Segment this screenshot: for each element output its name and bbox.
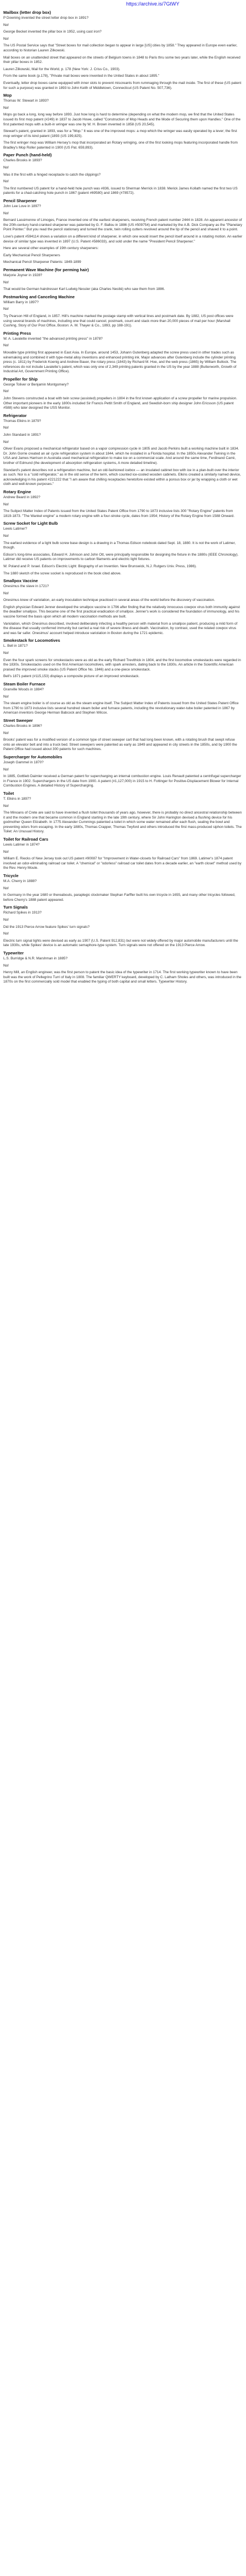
section-heading: Refrigerator	[3, 413, 27, 418]
paragraph: John Standard in 1891?	[3, 433, 41, 437]
section-heading: Paper Punch (hand-held)	[3, 152, 52, 158]
claim-text: Charles Brooks in 1896?	[3, 724, 42, 728]
paragraph: From the same book (p.178), "Private mail boxes were invented in the United States in about 1895."	[3, 74, 160, 78]
paragraph: Edison's long-time associates, Edward H. Johnson and John Ott, were principally responsible for designing the fixture in the 1880s (IEEE Chronology). Latimer did receive US patents on improvements to carbon filaments and electric light fixtures.	[3, 552, 239, 562]
claim-text: P Downing invented the street letter drop box in 1891?	[3, 16, 89, 20]
paragraph: In 1885, Gottlieb Daimler received a German patent for supercharging an internal combustion engine. Louis Renault patented a centrifugal supercharger in France in 1902. Superchargers in the US date from 1900. A patent (#1,127,000) in 1915 to H. Fottinger for Positive-Displacement Blower for Internal Combustion Engines. A detailed History of Supercharging.	[3, 774, 242, 788]
section-heading: Tricycle	[3, 873, 19, 879]
claim-text: Joseph Gammel in 1870?	[3, 760, 44, 764]
archive-url-link[interactable]: https://archive.is/7GtWY	[126, 1, 180, 7]
paragraph: Try Pearson Hill of England, in 1857. Hill's machine marked the postage stamp with vertical lines and postmark date. By 1882, US post offices were using several brands of machines, including one that could cancel, postmark, count and stack more than 20,000 pieces of mail per hour (Marshall Cushing, Story of Our Post Office, Boston: A. M. Thayer & Co., 1893, pp 188-191).	[3, 314, 234, 328]
section	[3, 10, 243, 91]
page	[0, 0, 246, 987]
paragraph: No!	[3, 694, 9, 699]
section	[3, 638, 243, 679]
claim-text: William Barry in 1897?	[3, 300, 39, 304]
paragraph: No!	[3, 804, 9, 808]
section-heading: Permanent Wave Machine (for perming hair)	[3, 267, 89, 272]
paragraph: Movable type printing first appeared in East Asia. In Europe, around 1453, Johann Gutenberg adapted the screw press used in other trades such as winemaking and combined it with type-metal alloy inventions and enhanced printing ink. Major advances after Gutenberg include the cylinder printing press (c. 1811) by Frederick Koenig and Andrew Bauer, the rotary press (1843) by Richard M. Hoe, and the web press (1865) by William Bullock. The references do not include Lavalette's patent, which was only one of 2,349 printing patents granted in the US by the year 1888 (Butterworth, Growth of Industrial Art, Government Printing Office).	[3, 350, 237, 374]
claim-text: Marjorie Joyner in 1928?	[3, 273, 43, 277]
section	[3, 791, 243, 835]
section	[3, 152, 243, 196]
paragraph: Lauren Zilkowski, Mail for the World, p. 178 (New York: J. Criss Co., 1903).	[3, 67, 121, 71]
section-heading: Propeller for Ship	[3, 376, 38, 382]
section-heading: Steam Boiler Furnace	[3, 682, 45, 687]
paragraph: Onesimus knew of variolation, an early inoculation technique practiced in several areas of the world before the discovery of vaccination.	[3, 598, 215, 603]
section	[3, 521, 243, 576]
section	[3, 837, 243, 871]
claim-text: M.A. Cherry in 1888?	[3, 879, 37, 884]
paragraph: No!	[3, 502, 9, 506]
paragraph: No!	[3, 166, 9, 170]
section	[3, 951, 243, 985]
paragraph: No!	[3, 731, 9, 735]
claim-text: Charles Brooks in 1893?	[3, 159, 42, 163]
paragraph: No!	[3, 918, 9, 922]
paragraph: Mops go back a long, long way before 1893. Just how long is hard to determine (depending on what the modern mop, we find that the United States issued its first mop patent (#249) in 1837 to Jacob Howe, called "Construction of Mop Heads and the Mode of Securing them upon Handles." One of the first patented mops with a built-in wringer was one by W. H. Brown invented in 1858 (US 20,545).	[3, 113, 241, 126]
claim-text: George Toliver or Benjamin Montgomery?	[3, 382, 69, 387]
section-heading: Toilet	[3, 790, 14, 796]
section-heading: Supercharger for Automobiles	[3, 754, 62, 759]
paragraph: Electric turn signal lights were devised as early as 1907 (U.S. Patent 912,831) but were not widely offered by major automobile manufacturers until the late 1930s, while Spikes' device is an automatic semaphore-type system. Turn signals were not offered on the 1913 Pierce Arrow.	[3, 938, 238, 948]
top-bar	[0, 0, 246, 8]
section-heading: Street Sweeper	[3, 717, 33, 723]
paragraph: W. Poland and P. Israel. Edison's Electric Light: Biography of an Invention. New Brunswick, N.J. Rutgers Univ. Press, 1986).	[3, 564, 197, 568]
paragraph: The first numbered US patent for a hand-held hole punch was #836, issued to Sherman Merrick in 1838. Merick James Kollath named the first two US patents for a chad-catching hole punch in 1867 (patent #69580) and 1869 (#78572).	[3, 186, 238, 196]
claim-text: Lewis Latimer?	[3, 527, 27, 531]
section	[3, 718, 243, 752]
paragraph: The 1880 sketch of the screw socket is reproduced in the book cited above.	[3, 571, 122, 576]
paragraph: The Minoans of Crete are said to have invented a flush toilet thousands of years ago, however, there is probably no direct ancestral relationship between it and the modern one that became common in England starting in the late 19th century, where Sir John Harington devised a flushing device for his godmother Queen Elizabeth. In 1775 Alexander Cummings patented a toilet in which some water remained after each flush, sealing the bowl and preventing odors from escaping. In the early 1880s, Thomas Crapper, Thomas Twyford and others introduced the first mass-produced siphon toilets. The Toilet: An Unusual History.	[3, 811, 242, 834]
paragraph: English physician Edward Jenner developed the smallpox vaccine in 1796 after finding that the relatively innocuous cowpox virus both immunity against the deadlier smallpox. This became one of the first practical eradication of smallpox. Jenner's work is considered the foundation of immunology, and his vaccine formed the basis upon which all modern vaccination methods are built.	[3, 605, 240, 619]
paragraph: Oliver Evans proposed a mechanical refrigerator based on a vapor compression cycle in 1805 and Jacob Perkins built a working machine built in 1834. Dr. John Gorrie created an air cycle refrigeration system in about 1844, which he installed in a Florida hospital. In the 1850s Alexander Twining in the USA and James Harrison in Australia used mechanical refrigeration to make ice on a commercial scale. And around the same time, Ferdinand Carré, brother of Edmund (the development of absorption refrigeration systems, A more detailed timeline).	[3, 447, 239, 465]
section-heading: Rotary Engine	[3, 489, 32, 494]
section	[3, 377, 243, 411]
section-heading: Postmarking and Canceling Machine	[3, 294, 75, 299]
paragraph: No!	[3, 849, 9, 854]
section-heading: Smokestack for Locomotives	[3, 638, 60, 643]
paragraph: That would be German hairdresser Karl Ludwig Nessler (aka Charles Nestlé) who saw them from 1886.	[3, 287, 165, 292]
paragraph: No!	[3, 23, 9, 27]
paragraph: No!	[3, 389, 9, 394]
paragraph: No!	[3, 591, 9, 595]
paragraph: The first wringer mop was William Hersey's mop that incorporated an Rotary wringing, one of the first looking mops featuring incorporated handle from Bradley's Mop Roller patented in 1900 (US Pat. 659,893).	[3, 141, 238, 150]
paragraph: No!	[3, 36, 9, 41]
paragraph: Mechanical Pencil Sharpener Patents: 1849-1899	[3, 260, 81, 265]
section	[3, 267, 243, 292]
paragraph: No!	[3, 651, 9, 656]
section	[3, 754, 243, 789]
paragraph: No!	[3, 886, 9, 890]
paragraph: Standard's patent describes not a refrigeration machine, but an old-fashioned icebox — an insulated cabinet box with ice in a plan-built over the interior as such. Nor is a "cold refrigerator," as in the old sense of the term, which counted ice-cooled wooden cabinets. Elkins created a similarly named device, acknowledging in his patent #221222 that "I am aware that chilling receptacles heretofore existed within a porous box or jar by wrapping a cloth or wet cloth and well-known purposes."	[3, 468, 241, 487]
section-heading: Toilet for Railroad Cars	[3, 837, 49, 842]
claim-text: Richard Spikes in 1913?	[3, 911, 42, 915]
section	[3, 331, 243, 374]
paragraph: George Becket invented the pillar box in 1952, using cast iron?	[3, 30, 102, 34]
paragraph: Bernard Lassimonne of Limoges, France invented one of the earliest sharpeners, receiving French patent number 2444 in 1828. An apparent ancestor of the 20th-century hand-cranked sharpener was patented by G. F. Ballou in 1886 (US #509754) and marketed by the A.B. Dick Company as the "Planetary Point Pointer." But you read the pencil stationary and turned the crank, twin rolling cutters revolved around the tip of the pencil and shaved it to a point.	[3, 218, 243, 232]
paragraph: Even the four spark screens for smokestacks were as old as the early Richard Trevithick in 1804, and the first locomotive smokestacks were regarded in the 1830s. Smokestacks used on the first American locomotives, with spark arresters, dating back to the 1830s. An article in the Scientific American praised the improved smoke stacks (US Patent Office No. 1846) and a one-piece smokestack.	[3, 658, 241, 672]
paragraph: The Subject Matter Index of Patents issued from the United States Patent Office from 1790 to 1873 inclusive lists 300 "Rotary Engine" patents from 1819-1873. "The Wankel engine" a modern rotary engine with a four-stroke cycle, dates from 1954; History of the Rotary Engine from 1588 Onward.	[3, 509, 235, 518]
claim-text: T. Elkins in 1897?	[3, 796, 32, 801]
paragraph: No!	[3, 307, 9, 312]
claim-text: Onesimus the slave in 1721?	[3, 584, 49, 589]
paragraph: Henry Mill, an English engineer, was the first person to patent the basic idea of the typewriter in 1714. The first working typewriter known to have been built was the work of Pellegrino Turri of Italy in 1808. The familiar QWERTY keyboard, developed by C. Latham Sholes and others, was introduced in the 1870s on the first commercially sold model that enabled the typing of both capital and small letters. Typewriter History.	[3, 970, 242, 984]
paragraph: Bell's 1871 patent (#115,153) displays a composite picture of an improved smokestack.	[3, 674, 140, 679]
paragraph: Here are several other examples of 19th century sharpeners:	[3, 246, 99, 251]
claim-text: John Lee Love in 1897?	[3, 204, 41, 209]
paragraph: The earliest evidence of a light bulb screw base design is a drawing in a Thomas Edison notebook dated Sept. 18, 1880. It is not the work of Latimer, though.	[3, 541, 236, 550]
claim-text: Andrew Beard in 1892?	[3, 495, 40, 499]
section	[3, 905, 243, 948]
claim-text: Thomas W. Stewart in 1893?	[3, 99, 49, 103]
section	[3, 578, 243, 636]
paragraph: No!	[3, 534, 9, 538]
paragraph: John Stevens constructed a boat with twin screw (assisted) propellers in 1804 in the first known application of a screw propeller for marine propulsion. Other important pioneers in the early 1800s included Sir Francis Pettit Smith of England, and Swedish-born ship designer John Ericsson (US patent #588) who later designed the USS Monitor.	[3, 397, 238, 410]
section-heading: Pencil Sharpener	[3, 198, 37, 204]
paragraph: No!	[3, 963, 9, 968]
claim-text: Thomas Elkins in 1879?	[3, 419, 41, 423]
paragraph: Variolation, which Onesimus described, involved deliberately infecting a healthy person with material from a smallpox patient, producing a mild form of the disease that usually conferred immunity but carried a real risk of severe illness and death. Vaccination, by contrast, used the related cowpox virus and was far safer. Onesimus' account helped introduce variolation in Boston during the 1721 epidemic.	[3, 621, 238, 635]
paragraph: Stewart's patent, granted in 1893, was for a "Mop." It was one of the improved mops: a mop which the wringer was easily operated by a lever; the first mop wringer of its kind patent (1893 (US 199,825).	[3, 129, 237, 138]
paragraph: The US Postal Service says that "Street boxes for mail collection began to appear in large [US] cities by 1858." They appeared in Europe even earlier, according to historian Lauren Zilkowski.	[3, 44, 238, 52]
paragraph: Brooks' patent was for a modified version of a common type of street sweeper cart that had long been known, with a rotating brush that swept refuse onto an elevator belt and into a truck bed. Street sweepers were patented as early as 1849 and appeared in city streets in the 1850s, and by 1900 the Patent Office had issued about 300 patents for such machines.	[3, 738, 237, 752]
paragraph: William E. Riecks of New Jersey took out US patent #90087 for "Improvement in Water-closets for Railroad Cars" from 1869. Latimer's 1874 patent involved an odor-eliminating railroad car toilet. A "chemical" or "odorless" railroad car toilet dates from a decade earlier, an "earth closet" method used by the Rev. Henry Moule.	[3, 857, 242, 870]
claim-text: Lewis Latimer in 1874?	[3, 843, 40, 847]
paragraph: No!	[3, 280, 9, 284]
paragraph: Did the 1913 Pierce Arrow feature Spikes' turn signals?	[3, 925, 90, 929]
section-heading: Mailbox (letter drop box)	[3, 10, 51, 15]
paragraph: The steam engine boiler is of course as old as the steam engine itself. The Subject Matter Index of Patents issued from the United States Patent Office from 1790 to 1873 inclusive lists several hundred steam boiler and furnace patents, including the revolutionary water-tube boiler patented in 1867 by American inventors George Herman Babcock and Stephen Wilcox.	[3, 701, 239, 715]
paragraph: No!	[3, 426, 9, 430]
paragraph: No!	[3, 105, 9, 110]
paragraph: No!	[3, 344, 9, 348]
section-heading: Printing Press	[3, 330, 32, 336]
claim-text: Granville Woods in 1884?	[3, 688, 44, 691]
claim-text: W. A. Lavalette invented "the advanced printing press" in 1878?	[3, 336, 103, 341]
paragraph: No!	[3, 767, 9, 772]
paragraph: No!	[3, 180, 9, 184]
paragraph: Love's patent #594114 shows a variation on a different kind of sharpener, in which one would insert the pencil itself around in a rotating motion. An earlier device of similar type was invented in 1897 (U.S. Patent #586033), and sold under the name "President Pencil Sharpener."	[3, 235, 243, 244]
claim-text: L.S. Burridge & N.R. Marshman in 1885?	[3, 956, 68, 960]
section-heading: Mop	[3, 93, 12, 98]
section-heading: Screw Socket for Light Bulb	[3, 521, 58, 526]
paragraph: Eventually, letter drop boxes came equipped with inner slots to prevent miscreants from rummaging through the mail inside. The first of these (US patent for such a purpose) was granted in 1893 to John Keith of Middletown, Connecticut (US Patent No. 507,736).	[3, 81, 242, 90]
paragraph: No!	[3, 932, 9, 936]
paragraph: No!	[3, 211, 9, 215]
paragraph: Was it the first with a hinged receptacle to catch the clippings?	[3, 172, 101, 177]
section	[3, 413, 243, 487]
paragraph: No!	[3, 440, 9, 444]
claim-text: L. Bell in 1871?	[3, 644, 28, 648]
paragraph: Mail boxes on an unattended street that appeared on the streets of Belgium towns in 1848 to Paris thru some two years later, while the English received their pillar boxes in 1852.	[3, 55, 240, 65]
section-heading: Typewriter	[3, 950, 24, 956]
section-heading: Smallpox Vaccine	[3, 578, 38, 584]
section	[3, 873, 243, 902]
section	[3, 489, 243, 519]
article-body	[0, 10, 246, 985]
section	[3, 682, 243, 716]
section	[3, 294, 243, 329]
paragraph: In Germany in the year 1680 or thereabouts, paraplegic clockmaker Stephan Farffler built his own tricycle in 1655, and many other tricycles followed, before Cherry's 1888 patent appeared.	[3, 893, 235, 902]
paragraph: Early Mechanical Pencil Sharpeners	[3, 253, 60, 257]
section	[3, 198, 243, 265]
section-heading: Turn Signals	[3, 905, 28, 910]
section	[3, 93, 243, 150]
